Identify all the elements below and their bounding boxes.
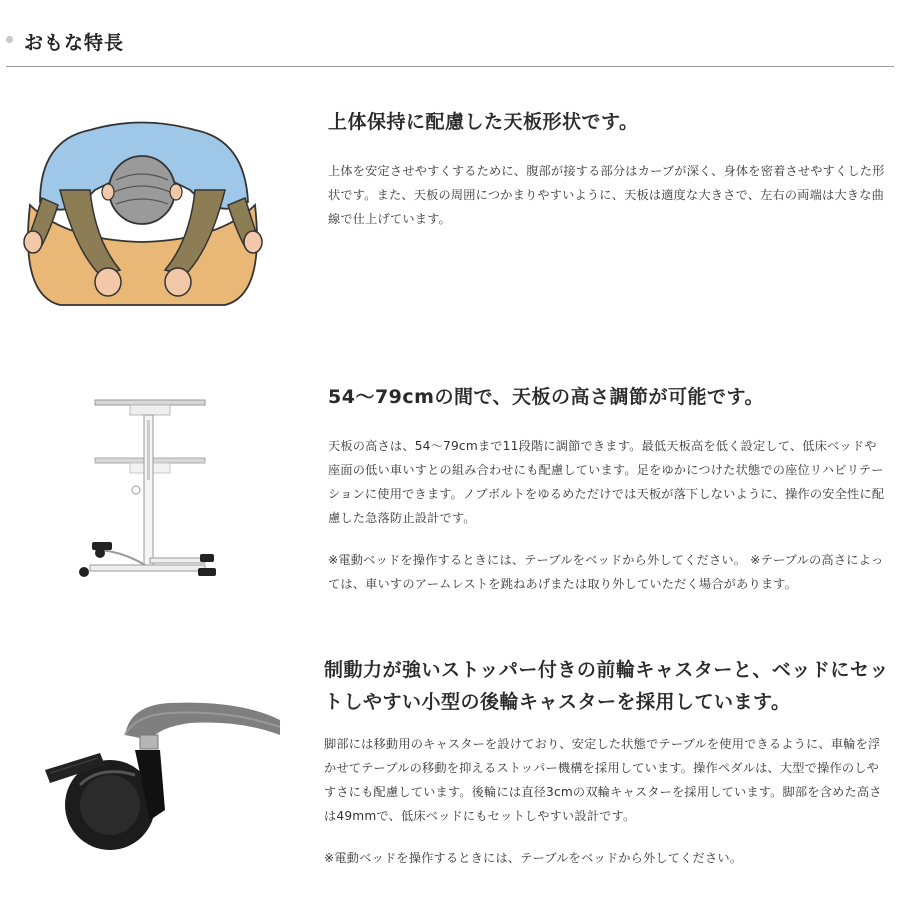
feature-description: 脚部には移動用のキャスターを設けており、安定した状態でテーブルを使用できるように、車輪を浮かせてテーブルの移動を抑えるストッパー機構を採用しています。操作ペダルは、大型で操作のしやすさにも配慮しています。後輪には直径3cmの双輪キャスターを採用しています。脚部を含めた高さは49mmで、低床ベッドにもセットしやすい設計です。 xyxy=(324,737,882,823)
section-header xyxy=(0,0,900,68)
feature-heading: 54～79cmの間で、天板の高さ調節が可能です。 xyxy=(328,386,765,408)
feature-block-casters xyxy=(0,650,900,890)
header-divider xyxy=(6,66,894,67)
feature-block-tabletop-shape xyxy=(0,100,900,320)
feature-description: 天板の高さは、54～79cmまで11段階に調節できます。最低天板高を低く設定して、低床ベッドや座面の低い車いすとの組み合わせにも配慮しています。足をゆかにつけた状態での座位リハビリテーションに使用できます。ノブボルトをゆるめただけでは天板が落下しないように、操作の安全性に配慮した急落防止設計です。 xyxy=(328,439,885,525)
section-title: おもな特長 xyxy=(24,32,125,54)
height-adjustable-table-diagram xyxy=(70,390,220,600)
feature-heading: 上体保持に配慮した天板形状です。 xyxy=(328,111,639,133)
person-leaning-on-table-illustration xyxy=(20,110,265,315)
feature-block-height-adjust xyxy=(0,375,900,625)
feature-note: ※電動ベッドを操作するときには、テーブルをベッドから外してください。 ※テーブルの高さによっては、車いすのアームレストを跳ねあげまたは取り外していただく場合があります。 xyxy=(328,553,884,591)
caster-with-stopper-photo xyxy=(40,695,290,875)
feature-note: ※電動ベッドを操作するときには、テーブルをベッドから外してください。 xyxy=(324,851,743,865)
feature-description: 上体を安定させやすくするために、腹部が接する部分はカーブが深く、身体を密着させやすくした形状です。また、天板の周囲につかまりやすいように、天板は適度な大きさで、左右の両端は大きな曲線で仕上げています。 xyxy=(328,164,885,226)
bullet-dot-icon xyxy=(6,36,13,43)
feature-heading: 制動力が強いストッパー付きの前輪キャスターと、ベッドにセットしやすい小型の後輪キャスターを採用しています。 xyxy=(324,659,889,713)
